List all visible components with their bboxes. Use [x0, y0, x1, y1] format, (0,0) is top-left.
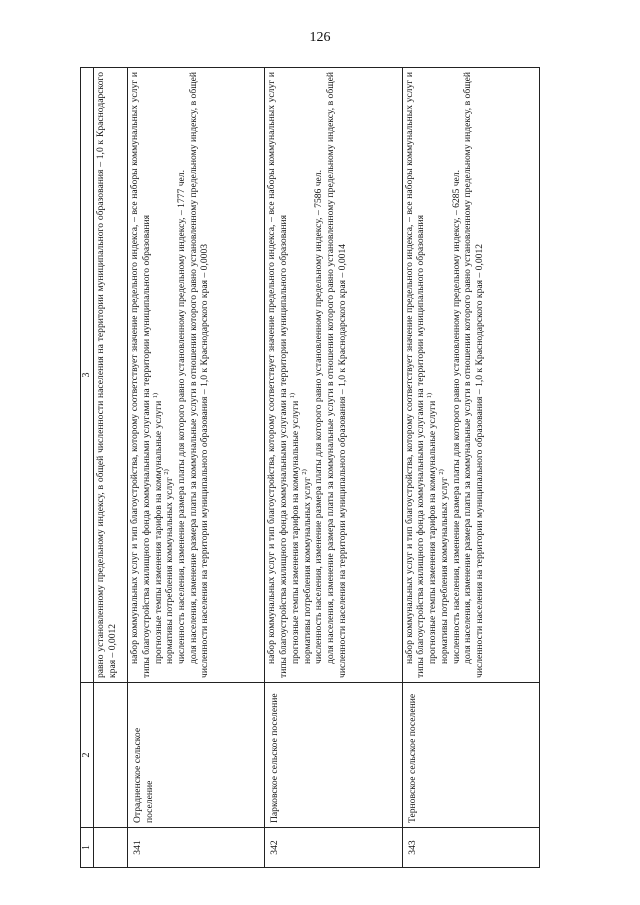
row-description [128, 68, 265, 683]
consumption-norms-text [439, 72, 451, 678]
continuation-name-cell [94, 683, 128, 828]
table-row [128, 68, 265, 868]
settlement-name: Парковское сельское поселение [265, 683, 402, 828]
row-number: 342 [265, 828, 402, 868]
services-set-text: набор коммунальных услуг и тип благоустройства, которому соответствует значение предельного индекса, – все наборы коммунальных услуг и типы благоустройства жилищного фонда коммунальными услугами на территории муниципального образования [266, 72, 290, 678]
footnote-marker: 1) [288, 392, 296, 399]
footnote-marker: 2) [300, 469, 308, 475]
services-set-text: набор коммунальных услуг и тип благоустройства, которому соответствует значение предельного индекса, – все наборы коммунальных услуг и типы благоустройства жилищного фонда коммунальными услугами на территории муниципального образования [129, 72, 152, 678]
page-number: 126 [309, 30, 331, 45]
population-count-text: численность населения, изменение размера платы для которого равно установленному предельному индексу, – 1777 чел. [176, 170, 187, 664]
population-count-text: численность населения, изменение размера платы для которого равно установленному предельному индексу, – 7586 чел. [313, 170, 325, 664]
tariff-forecast-text [427, 72, 439, 678]
settlement-name: Отрадненское сельское поселение [128, 683, 265, 828]
footnote-marker: 2) [163, 469, 171, 475]
footnote-marker: 1) [425, 392, 433, 399]
continuation-desc-cell [94, 68, 128, 683]
row-description [402, 68, 539, 683]
header-col-2: 2 [81, 683, 94, 828]
population-share-text: доля населения, изменение размера платы за коммунальные услуги в отношении которого равно установленному предельному индексу, в общей численности населения на территории муниципального образования – 1,0 к Краснодарского края – 0,0012 [462, 72, 485, 678]
row-description [265, 68, 402, 683]
consumption-norms-label: нормативы потребления коммунальных услуг [438, 477, 450, 664]
footnote-marker: 2) [437, 469, 445, 475]
table-row [265, 68, 402, 868]
table-header-row [81, 68, 94, 868]
population-share-text: доля населения, изменение размера платы за коммунальные услуги в отношении которого равно установленному предельному индексу, в общей численности населения на территории муниципального образования – 1,0 к Краснодарского края – 0,0014 [324, 72, 348, 678]
tariff-forecast-label: прогнозные темпы изменения тарифов на коммунальные услуги [289, 400, 301, 664]
rotated-table-wrapper [80, 68, 540, 868]
tariff-forecast-label: прогнозные темпы изменения тарифов на коммунальные услуги [427, 400, 439, 664]
continuation-row [94, 68, 128, 868]
continuation-num-cell [94, 828, 128, 868]
population-count-text: численность населения, изменение размера платы для которого равно установленному предельному индексу, – 6285 чел. [450, 170, 462, 664]
tariff-forecast-label: прогнозные темпы изменения тарифов на коммунальные услуги [152, 400, 164, 664]
continuation-text: равно установленному предельному индексу, в общей численности населения на территории муниципального образования – 1,0 к Краснодарского края – 0,0012 [95, 72, 118, 678]
tariff-forecast-text [153, 72, 165, 678]
rotated-table-container [80, 68, 540, 868]
row-number: 343 [402, 828, 539, 868]
table-row [402, 68, 539, 868]
tariff-forecast-text [290, 72, 302, 678]
services-set-text: набор коммунальных услуг и тип благоустройства, которому соответствует значение предельного индекса, – все наборы коммунальных услуг и типы благоустройства жилищного фонда коммунальными услугами на территории муниципального образования [403, 72, 427, 678]
settlement-name: Терновское сельское поселение [402, 683, 539, 828]
municipal-index-table [80, 67, 540, 868]
footnote-marker: 1) [151, 392, 159, 399]
header-col-3: 3 [81, 68, 94, 683]
population-share-text: доля населения, изменение размера платы за коммунальные услуги в отношении которого равно установленному предельному индексу, в общей численности населения на территории муниципального образования – 1,0 к Краснодарского края – 0,0003 [187, 72, 211, 678]
header-col-1: 1 [81, 828, 94, 868]
consumption-norms-label: нормативы потребления коммунальных услуг [301, 477, 313, 664]
consumption-norms-text [164, 72, 176, 678]
consumption-norms-label: нормативы потребления коммунальных услуг [164, 477, 176, 664]
row-number: 341 [128, 828, 265, 868]
consumption-norms-text [302, 72, 314, 678]
